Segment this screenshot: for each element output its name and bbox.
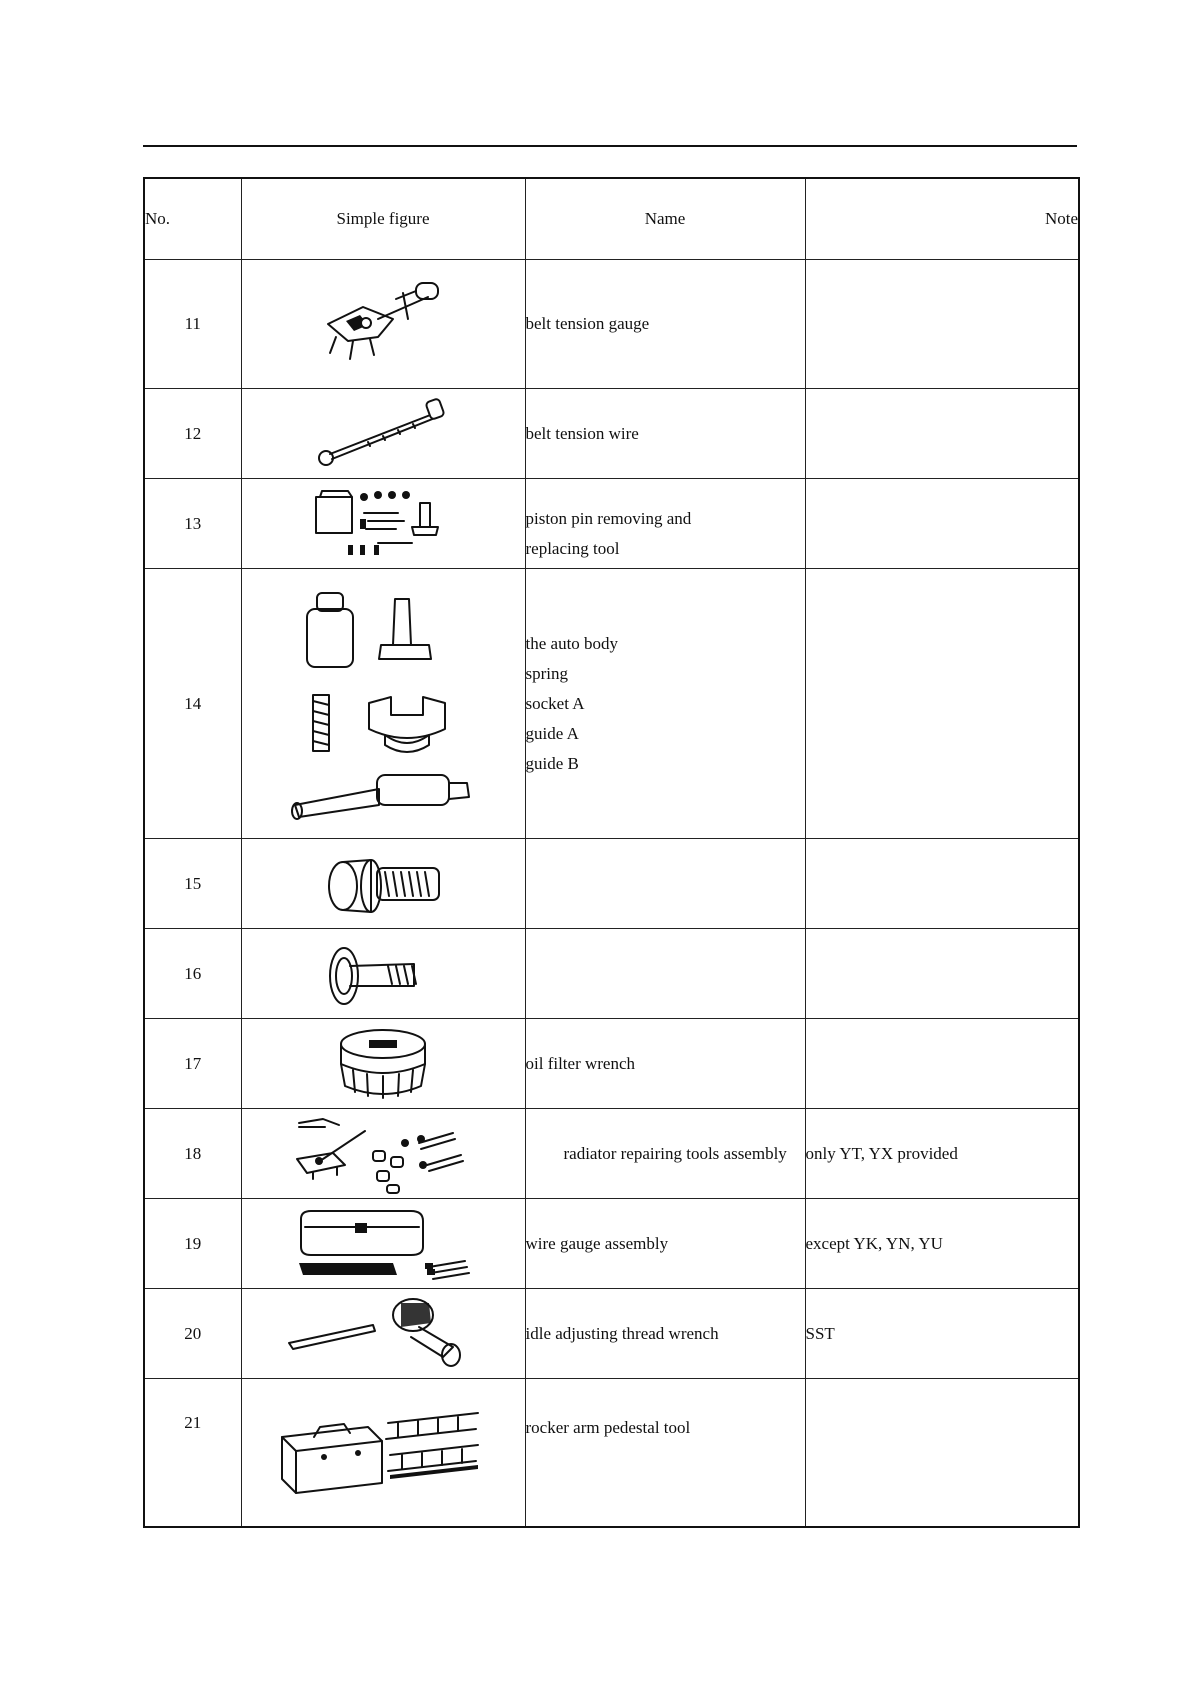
name-line: guide A [525,723,579,743]
name-line: rocker arm pedestal tool [525,1418,691,1437]
name-cell [525,1199,805,1289]
table-header-row [144,178,1079,260]
name-line: spring [525,663,568,683]
row-number: 20 [144,1289,241,1379]
note-cell [805,839,1079,929]
name-line: wire gauge assembly [525,1233,669,1253]
header-no: No. [144,178,241,260]
belt-tension-gauge-icon [308,279,458,369]
row-number: 12 [144,389,241,479]
simple-figure-cell [241,1379,525,1527]
wire-gauge-case-icon [293,1203,473,1285]
simple-figure-cell [241,389,525,479]
table-row [144,1289,1079,1379]
row-number: 17 [144,1019,241,1109]
threaded-adapter-icon [313,846,453,921]
piston-pin-tool-kit-icon [308,483,458,565]
name-line: belt tension gauge [525,314,650,333]
top-rule [143,145,1077,147]
header-simple-figure: Simple figure [241,178,525,260]
row-number: 11 [144,260,241,389]
name-line: the auto body [525,633,619,653]
oil-filter-wrench-icon [323,1024,443,1104]
table-row [144,260,1079,389]
simple-figure-cell [241,1109,525,1199]
name-cell [525,479,805,569]
row-number: 16 [144,929,241,1019]
header-note: Note [805,178,1079,260]
row-number: 19 [144,1199,241,1289]
simple-figure-cell [241,1199,525,1289]
table-row [144,839,1079,929]
name-cell [525,1379,805,1527]
name-line: socket A [525,693,585,713]
note-cell: only YT, YX provided [805,1109,1079,1199]
note-cell: except YK, YN, YU [805,1199,1079,1289]
name-line: guide B [525,753,579,773]
simple-figure-cell [241,1019,525,1109]
radiator-repair-kit-icon [293,1113,473,1195]
name-cell [525,1019,805,1109]
auto-body-tool-set-icon [283,579,483,829]
name-cell [525,260,805,389]
table-row [144,929,1079,1019]
name-cell [525,929,805,1019]
simple-figure-cell [241,1289,525,1379]
simple-figure-cell [241,929,525,1019]
idle-thread-wrench-icon [283,1293,483,1375]
table-row [144,1379,1079,1527]
special-tools-table [143,177,1080,1528]
name-cell [525,839,805,929]
row-number: 15 [144,839,241,929]
header-name: Name [525,178,805,260]
name-cell [525,1109,805,1199]
name-cell [525,389,805,479]
table-row [144,479,1079,569]
note-cell [805,389,1079,479]
note-cell [805,479,1079,569]
belt-tension-wire-icon [308,394,458,474]
table-row [144,569,1079,839]
name-line: piston pin removing and [525,508,692,528]
simple-figure-cell [241,479,525,569]
flanged-bolt-icon [318,936,448,1011]
row-number: 14 [144,569,241,839]
row-number: 21 [144,1379,241,1527]
name-line: idle adjusting thread wrench [525,1323,719,1343]
name-line: oil filter wrench [525,1053,636,1073]
row-number: 13 [144,479,241,569]
table-row [144,1109,1079,1199]
table-row [144,1199,1079,1289]
rocker-arm-tool-case-icon [278,1397,488,1507]
name-cell [525,1289,805,1379]
note-cell [805,569,1079,839]
name-line: replacing tool [525,538,620,558]
simple-figure-cell [241,569,525,839]
table-row [144,1019,1079,1109]
row-number: 18 [144,1109,241,1199]
name-cell [525,569,805,839]
name-line: radiator repairing tools assembly [563,1143,787,1163]
note-cell [805,260,1079,389]
name-line: belt tension wire [525,423,639,443]
note-cell [805,929,1079,1019]
simple-figure-cell [241,839,525,929]
simple-figure-cell [241,260,525,389]
table-row [144,389,1079,479]
note-cell [805,1379,1079,1527]
note-cell: SST [805,1289,1079,1379]
note-cell [805,1019,1079,1109]
